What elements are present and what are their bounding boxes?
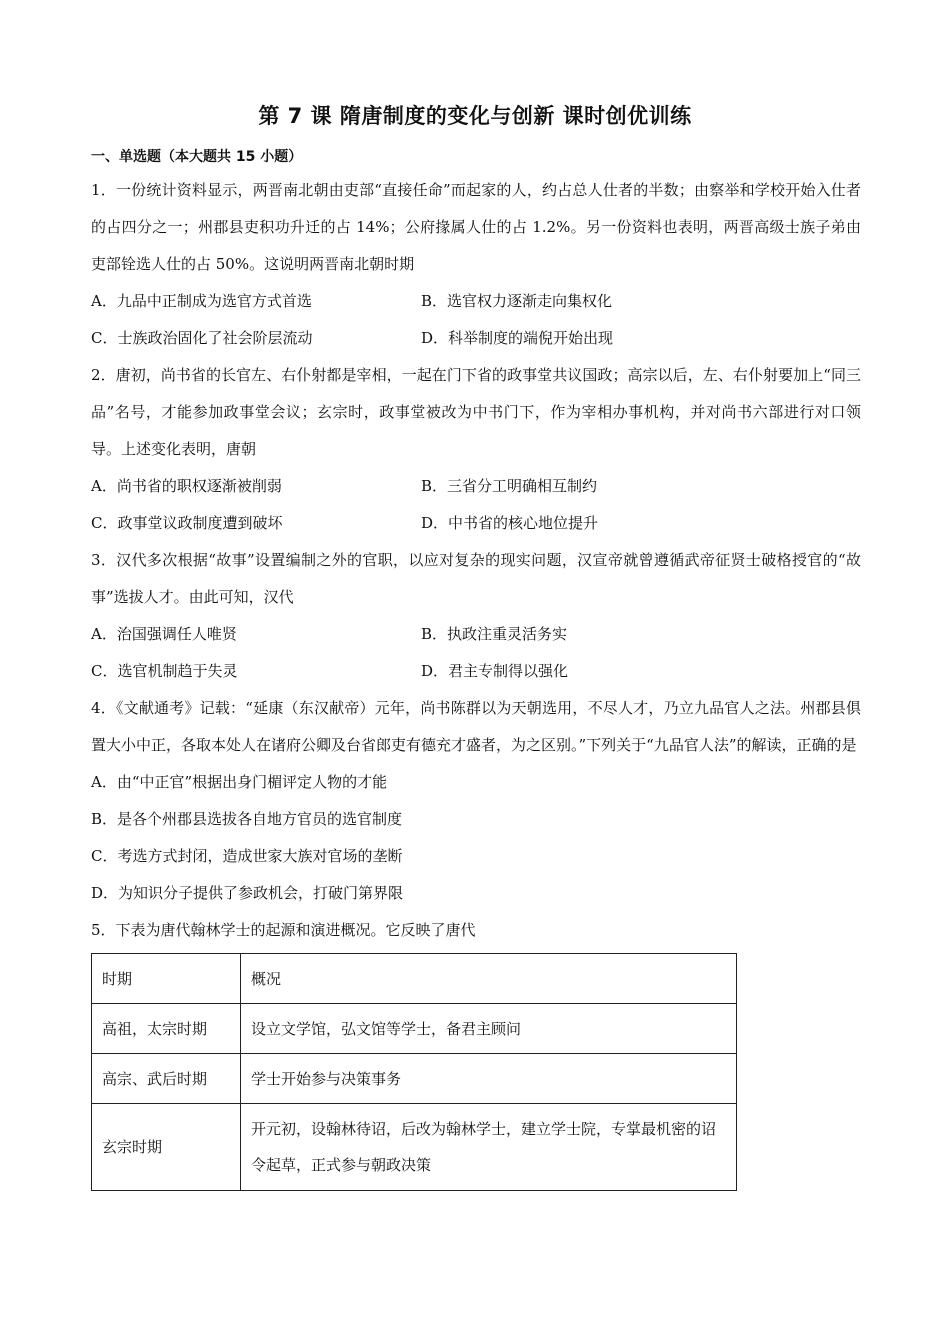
option-d: D．君主专制得以强化 xyxy=(421,662,569,680)
section-heading: 一、单选题（本大题共 15 小题） xyxy=(91,149,303,165)
table-cell: 学士开始参与决策事务 xyxy=(241,1054,737,1104)
option-list xyxy=(91,616,861,690)
table-header-cell: 时期 xyxy=(92,954,241,1004)
option-b: B．执政注重灵活务实 xyxy=(421,625,568,643)
question-3 xyxy=(91,542,861,690)
table-row xyxy=(92,1104,737,1191)
option-a: A．由“中正官”根据出身门楣评定人物的才能 xyxy=(91,773,388,791)
option-b: B．三省分工明确相互制约 xyxy=(421,477,598,495)
question-5 xyxy=(91,912,861,1191)
question-2 xyxy=(91,357,861,542)
option-b: B．选官权力逐渐走向集权化 xyxy=(421,292,613,310)
table-cell: 设立文学馆，弘文馆等学士，备君主顾问 xyxy=(241,1004,737,1054)
option-c: C．士族政治固化了社会阶层流动 xyxy=(91,329,313,347)
question-1 xyxy=(91,172,861,357)
option-d: D．科举制度的端倪开始出现 xyxy=(421,329,614,347)
table-header-row xyxy=(92,954,737,1004)
option-list xyxy=(91,764,861,912)
question-stem: 4．《文献通考》记载：“延康（东汉献帝）元年，尚书陈群以为天朝选用，不尽人才，乃立九品官人之法。州郡县俱置大小中正，各取本处人在诸府公卿及台省郎吏有德充才盛者，为之区别。”下列关于“九品官人法”的解读，正确的是 xyxy=(91,699,861,754)
option-c: C．选官机制趋于失灵 xyxy=(91,662,238,680)
question-stem: 5．下表为唐代翰林学士的起源和演进概况。它反映了唐代 xyxy=(91,921,476,939)
option-c: C．政事堂议政制度遭到破坏 xyxy=(91,514,283,532)
option-d: D．为知识分子提供了参政机会，打破门第界限 xyxy=(91,884,404,902)
table-cell: 开元初，设翰林待诏，后改为翰林学士，建立学士院，专掌最机密的诏令起草，正式参与朝政决策 xyxy=(241,1104,737,1191)
option-b: B．是各个州郡县选拔各自地方官员的选官制度 xyxy=(91,810,403,828)
option-list xyxy=(91,468,861,542)
table-row xyxy=(92,1004,737,1054)
question-stem: 2．唐初，尚书省的长官左、右仆射都是宰相，一起在门下省的政事堂共议国政；高宗以后，左、右仆射要加上“同三品”名号，才能参加政事堂会议；玄宗时，政事堂被改为中书门下，作为宰相办事机构，并对尚书六部进行对口领导。上述变化表明，唐朝 xyxy=(91,366,861,458)
question-stem: 1．一份统计资料显示，两晋南北朝由吏部“直接任命”而起家的人，约占总人仕者的半数；由察举和学校开始入仕者的占四分之一；州郡县吏积功升迁的占 14%；公府掾属人仕的占 1.2%。另一份资料也表明，两晋高级士族子弟由吏部铨选人仕的占 50%。这说明两晋南北朝时期 xyxy=(91,181,861,273)
table-row xyxy=(92,1054,737,1104)
option-list xyxy=(91,283,861,357)
option-c: C．考选方式封闭，造成世家大族对官场的垄断 xyxy=(91,847,403,865)
page-title: 第 7 课 隋唐制度的变化与创新 课时创优训练 xyxy=(258,104,692,128)
table-cell: 玄宗时期 xyxy=(92,1104,241,1191)
option-a: A．九品中正制成为选官方式首选 xyxy=(91,292,312,310)
option-d: D．中书省的核心地位提升 xyxy=(421,514,599,532)
option-a: A．治国强调任人唯贤 xyxy=(91,625,237,643)
history-table xyxy=(91,953,737,1191)
question-stem: 3．汉代多次根据“故事”设置编制之外的官职，以应对复杂的现实问题，汉宣帝就曾遵循武帝征贤士破格授官的“故事”选拔人才。由此可知，汉代 xyxy=(91,551,861,606)
table-cell: 高祖，太宗时期 xyxy=(92,1004,241,1054)
table-header-cell: 概况 xyxy=(241,954,737,1004)
question-4 xyxy=(91,690,861,912)
question-list xyxy=(91,172,861,1191)
table-cell: 高宗、武后时期 xyxy=(92,1054,241,1104)
option-a: A．尚书省的职权逐渐被削弱 xyxy=(91,477,282,495)
